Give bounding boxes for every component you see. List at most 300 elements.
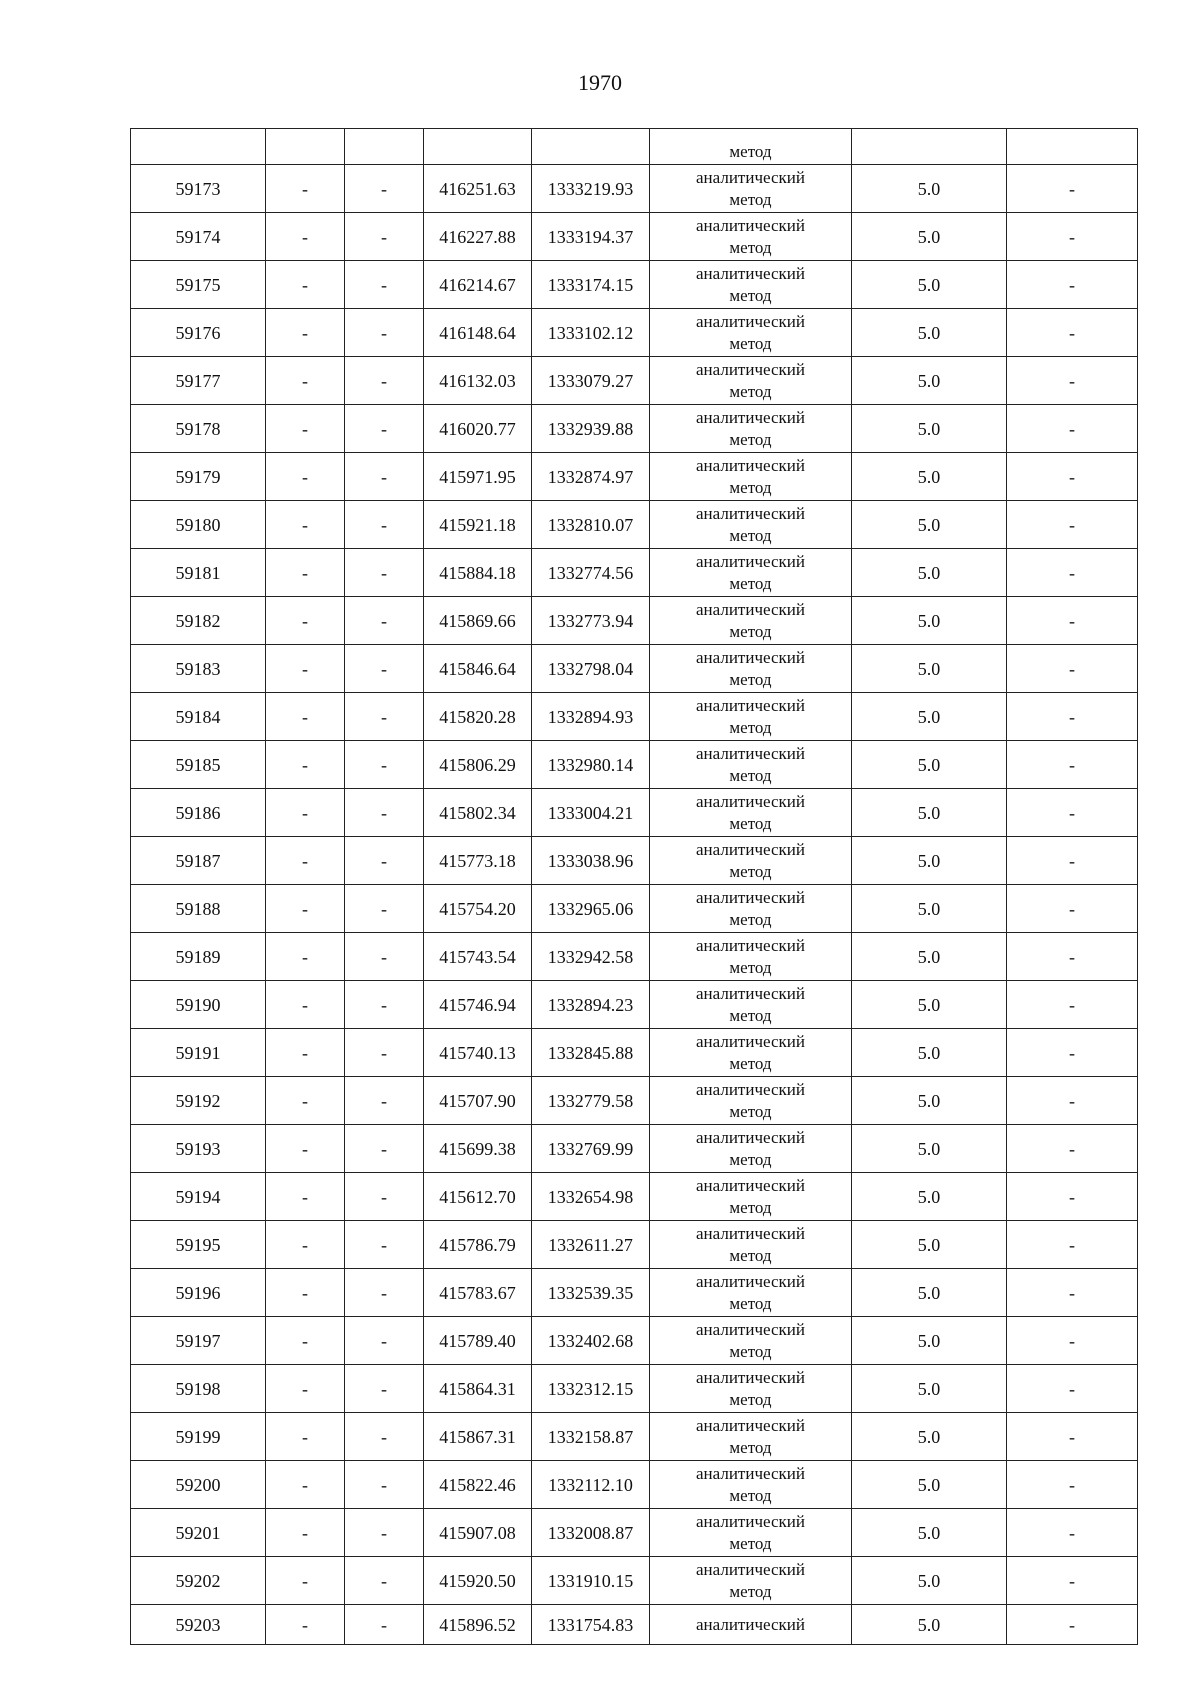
table-row [131, 1173, 1138, 1221]
cell-accuracy: 5.0 [852, 1125, 1007, 1173]
cell-col3: - [345, 1365, 424, 1413]
cell-y: 1331910.15 [532, 1557, 650, 1605]
cell-y: 1332874.97 [532, 453, 650, 501]
method-line-2: метод [729, 861, 772, 881]
cell-x: 415740.13 [424, 1029, 532, 1077]
table-row [131, 1461, 1138, 1509]
cell-number: 59200 [131, 1461, 266, 1509]
method-line-2: метод [729, 1101, 772, 1121]
cell-accuracy: 5.0 [852, 1557, 1007, 1605]
method-line-1: аналитический [696, 1031, 805, 1051]
cell-note: - [1007, 501, 1138, 549]
cell-col3: - [345, 885, 424, 933]
cell-x: 415786.79 [424, 1221, 532, 1269]
cell-col3: - [345, 1173, 424, 1221]
cell-x: 415864.31 [424, 1365, 532, 1413]
method-line-1: аналитический [696, 455, 805, 475]
method-line-1: аналитический [696, 167, 805, 187]
cell-col2: - [266, 165, 345, 213]
method-line-1: аналитический [696, 695, 805, 715]
cell-number: 59182 [131, 597, 266, 645]
cell-col2: - [266, 597, 345, 645]
cell-accuracy: 5.0 [852, 1509, 1007, 1557]
cell-col2: - [266, 1125, 345, 1173]
table-row [131, 357, 1138, 405]
method-line-2: метод [729, 525, 772, 545]
cell-x: 415802.34 [424, 789, 532, 837]
cell-method [650, 405, 852, 453]
cell-note: - [1007, 933, 1138, 981]
cell-note: - [1007, 357, 1138, 405]
cell-number: 59194 [131, 1173, 266, 1221]
method-line-1: аналитический [696, 1614, 805, 1634]
cell-y: 1331754.83 [532, 1605, 650, 1645]
cell-x: 415746.94 [424, 981, 532, 1029]
cell-note: - [1007, 693, 1138, 741]
table-row [131, 741, 1138, 789]
cell-number: 59199 [131, 1413, 266, 1461]
table-row [131, 213, 1138, 261]
cell-note: - [1007, 1125, 1138, 1173]
cell-x: 415867.31 [424, 1413, 532, 1461]
cell-method [650, 261, 852, 309]
cell-note: - [1007, 1077, 1138, 1125]
cell-accuracy: 5.0 [852, 981, 1007, 1029]
cell-method [650, 165, 852, 213]
table-row [131, 165, 1138, 213]
method-line-2: метод [729, 1437, 772, 1457]
method-line-2: метод [729, 189, 772, 209]
cell-col2: - [266, 1077, 345, 1125]
table-row [131, 1509, 1138, 1557]
cell-note: - [1007, 165, 1138, 213]
cell-method [650, 837, 852, 885]
cell-col2: - [266, 885, 345, 933]
cell-col2: - [266, 1221, 345, 1269]
cell-col2: - [266, 645, 345, 693]
table-row [131, 1317, 1138, 1365]
cell-number [131, 129, 266, 165]
cell-note: - [1007, 405, 1138, 453]
cell-method [650, 1125, 852, 1173]
cell-y: 1332894.93 [532, 693, 650, 741]
cell-x: 416020.77 [424, 405, 532, 453]
cell-col3: - [345, 1125, 424, 1173]
method-line-2: метод [729, 429, 772, 449]
cell-col2: - [266, 357, 345, 405]
cell-number: 59202 [131, 1557, 266, 1605]
cell-col2: - [266, 501, 345, 549]
method-line-1: аналитический [696, 1559, 805, 1579]
cell-method [650, 1509, 852, 1557]
cell-x: 415754.20 [424, 885, 532, 933]
cell-number: 59181 [131, 549, 266, 597]
table-row [131, 309, 1138, 357]
cell-accuracy [852, 129, 1007, 165]
cell-col2: - [266, 453, 345, 501]
cell-x: 415820.28 [424, 693, 532, 741]
cell-y: 1332773.94 [532, 597, 650, 645]
cell-x: 415822.46 [424, 1461, 532, 1509]
cell-method [650, 501, 852, 549]
cell-method [650, 1173, 852, 1221]
cell-accuracy: 5.0 [852, 165, 1007, 213]
cell-col3: - [345, 309, 424, 357]
cell-number: 59198 [131, 1365, 266, 1413]
cell-x: 415884.18 [424, 549, 532, 597]
table-row [131, 1605, 1138, 1645]
cell-col2: - [266, 1461, 345, 1509]
cell-number: 59201 [131, 1509, 266, 1557]
cell-x [424, 129, 532, 165]
method-line-2: метод [729, 669, 772, 689]
cell-y: 1332980.14 [532, 741, 650, 789]
cell-x: 415896.52 [424, 1605, 532, 1645]
cell-x: 416148.64 [424, 309, 532, 357]
table-row [131, 549, 1138, 597]
table-row [131, 261, 1138, 309]
cell-number: 59192 [131, 1077, 266, 1125]
method-line-1: аналитический [696, 263, 805, 283]
method-line-1: аналитический [696, 551, 805, 571]
cell-note: - [1007, 1509, 1138, 1557]
cell-method [650, 885, 852, 933]
cell-y: 1332769.99 [532, 1125, 650, 1173]
table-row [131, 1269, 1138, 1317]
cell-col2: - [266, 261, 345, 309]
cell-col2: - [266, 213, 345, 261]
cell-y: 1332845.88 [532, 1029, 650, 1077]
cell-y: 1332779.58 [532, 1077, 650, 1125]
cell-y: 1332158.87 [532, 1413, 650, 1461]
method-line-2: метод [729, 1245, 772, 1265]
cell-col2: - [266, 933, 345, 981]
method-line-2: метод [729, 621, 772, 641]
cell-note: - [1007, 1221, 1138, 1269]
cell-col3: - [345, 261, 424, 309]
cell-col3: - [345, 501, 424, 549]
cell-y: 1332894.23 [532, 981, 650, 1029]
cell-y: 1333079.27 [532, 357, 650, 405]
cell-x: 416214.67 [424, 261, 532, 309]
cell-note: - [1007, 645, 1138, 693]
cell-note: - [1007, 1029, 1138, 1077]
cell-note: - [1007, 1317, 1138, 1365]
table-row [131, 1125, 1138, 1173]
method-line-2: метод [729, 1197, 772, 1217]
method-line-2: метод [729, 142, 772, 161]
table-row [131, 933, 1138, 981]
cell-accuracy: 5.0 [852, 741, 1007, 789]
cell-y: 1333194.37 [532, 213, 650, 261]
cell-note: - [1007, 1461, 1138, 1509]
coordinates-table [130, 128, 1138, 1645]
cell-col3: - [345, 1317, 424, 1365]
cell-method [650, 933, 852, 981]
cell-accuracy: 5.0 [852, 693, 1007, 741]
cell-col3: - [345, 1413, 424, 1461]
cell-x: 415743.54 [424, 933, 532, 981]
method-line-2: метод [729, 813, 772, 833]
cell-y: 1332611.27 [532, 1221, 650, 1269]
cell-accuracy: 5.0 [852, 501, 1007, 549]
cell-y [532, 129, 650, 165]
cell-method [650, 1461, 852, 1509]
table-row [131, 405, 1138, 453]
cell-y: 1332654.98 [532, 1173, 650, 1221]
method-line-2: метод [729, 333, 772, 353]
cell-accuracy: 5.0 [852, 1605, 1007, 1645]
cell-col3: - [345, 1509, 424, 1557]
cell-x: 415783.67 [424, 1269, 532, 1317]
cell-y: 1332774.56 [532, 549, 650, 597]
cell-accuracy: 5.0 [852, 645, 1007, 693]
cell-number: 59190 [131, 981, 266, 1029]
table-row [131, 981, 1138, 1029]
cell-note: - [1007, 1365, 1138, 1413]
table-row [131, 1557, 1138, 1605]
cell-col2: - [266, 981, 345, 1029]
cell-method [650, 213, 852, 261]
cell-number: 59187 [131, 837, 266, 885]
cell-col2: - [266, 837, 345, 885]
cell-col3: - [345, 453, 424, 501]
cell-number: 59191 [131, 1029, 266, 1077]
cell-col3: - [345, 1605, 424, 1645]
table-row [131, 1029, 1138, 1077]
cell-number: 59203 [131, 1605, 266, 1645]
cell-accuracy: 5.0 [852, 597, 1007, 645]
cell-method [650, 597, 852, 645]
cell-col3: - [345, 1461, 424, 1509]
cell-number: 59185 [131, 741, 266, 789]
cell-number: 59193 [131, 1125, 266, 1173]
cell-y: 1333038.96 [532, 837, 650, 885]
method-line-1: аналитический [696, 407, 805, 427]
method-line-2: метод [729, 1581, 772, 1601]
cell-accuracy: 5.0 [852, 549, 1007, 597]
cell-y: 1332312.15 [532, 1365, 650, 1413]
cell-note [1007, 129, 1138, 165]
table-row [131, 885, 1138, 933]
cell-x: 415699.38 [424, 1125, 532, 1173]
cell-x: 415971.95 [424, 453, 532, 501]
cell-method [650, 1413, 852, 1461]
method-line-1: аналитический [696, 791, 805, 811]
method-line-2: метод [729, 1485, 772, 1505]
method-line-1: аналитический [696, 1271, 805, 1291]
cell-note: - [1007, 309, 1138, 357]
cell-x: 415806.29 [424, 741, 532, 789]
cell-number: 59197 [131, 1317, 266, 1365]
cell-x: 415907.08 [424, 1509, 532, 1557]
method-line-1: аналитический [696, 1415, 805, 1435]
cell-number: 59196 [131, 1269, 266, 1317]
method-line-2: метод [729, 285, 772, 305]
method-line-1: аналитический [696, 839, 805, 859]
cell-accuracy: 5.0 [852, 1317, 1007, 1365]
table-row [131, 693, 1138, 741]
cell-x: 416227.88 [424, 213, 532, 261]
cell-accuracy: 5.0 [852, 837, 1007, 885]
method-line-2: метод [729, 1005, 772, 1025]
table-row [131, 453, 1138, 501]
cell-note: - [1007, 1557, 1138, 1605]
cell-x: 415612.70 [424, 1173, 532, 1221]
cell-accuracy: 5.0 [852, 405, 1007, 453]
table-row [131, 1413, 1138, 1461]
method-line-2: метод [729, 909, 772, 929]
cell-note: - [1007, 1605, 1138, 1645]
cell-accuracy: 5.0 [852, 453, 1007, 501]
cell-note: - [1007, 1173, 1138, 1221]
method-line-2: метод [729, 765, 772, 785]
cell-method [650, 1365, 852, 1413]
cell-note: - [1007, 789, 1138, 837]
method-line-1: аналитический [696, 503, 805, 523]
method-line-1: аналитический [696, 1223, 805, 1243]
method-line-1: аналитический [696, 1127, 805, 1147]
cell-col3: - [345, 933, 424, 981]
method-line-1: аналитический [696, 1175, 805, 1195]
cell-col2: - [266, 405, 345, 453]
cell-number: 59177 [131, 357, 266, 405]
method-line-1: аналитический [696, 935, 805, 955]
cell-accuracy: 5.0 [852, 1413, 1007, 1461]
table-row [131, 501, 1138, 549]
cell-x: 415846.64 [424, 645, 532, 693]
cell-col3: - [345, 837, 424, 885]
cell-number: 59173 [131, 165, 266, 213]
cell-accuracy: 5.0 [852, 1365, 1007, 1413]
table-row [131, 1221, 1138, 1269]
cell-note: - [1007, 741, 1138, 789]
cell-method [650, 1077, 852, 1125]
cell-col3: - [345, 357, 424, 405]
cell-accuracy: 5.0 [852, 309, 1007, 357]
method-line-1: аналитический [696, 359, 805, 379]
cell-y: 1332798.04 [532, 645, 650, 693]
cell-col2: - [266, 309, 345, 357]
cell-y: 1332112.10 [532, 1461, 650, 1509]
method-line-1: аналитический [696, 1463, 805, 1483]
cell-method [650, 1029, 852, 1077]
cell-number: 59179 [131, 453, 266, 501]
cell-x: 415920.50 [424, 1557, 532, 1605]
table-row [131, 789, 1138, 837]
cell-col2: - [266, 693, 345, 741]
cell-y: 1332965.06 [532, 885, 650, 933]
cell-col3: - [345, 549, 424, 597]
cell-accuracy: 5.0 [852, 885, 1007, 933]
cell-accuracy: 5.0 [852, 357, 1007, 405]
cell-number: 59178 [131, 405, 266, 453]
cell-accuracy: 5.0 [852, 1461, 1007, 1509]
page-number: 1970 [578, 70, 622, 95]
cell-col2: - [266, 549, 345, 597]
method-line-2: метод [729, 1389, 772, 1409]
method-line-1: аналитический [696, 1511, 805, 1531]
method-line-2: метод [729, 237, 772, 257]
cell-method [650, 129, 852, 165]
cell-col2: - [266, 1029, 345, 1077]
cell-col3: - [345, 597, 424, 645]
cell-y: 1333004.21 [532, 789, 650, 837]
method-line-1: аналитический [696, 743, 805, 763]
cell-accuracy: 5.0 [852, 1173, 1007, 1221]
cell-method [650, 741, 852, 789]
cell-accuracy: 5.0 [852, 1077, 1007, 1125]
cell-x: 415869.66 [424, 597, 532, 645]
cell-y: 1332402.68 [532, 1317, 650, 1365]
method-line-1: аналитический [696, 983, 805, 1003]
cell-col3: - [345, 1557, 424, 1605]
cell-accuracy: 5.0 [852, 1269, 1007, 1317]
method-line-1: аналитический [696, 1319, 805, 1339]
method-line-2: метод [729, 717, 772, 737]
cell-method [650, 1269, 852, 1317]
cell-number: 59176 [131, 309, 266, 357]
method-line-1: аналитический [696, 647, 805, 667]
cell-y: 1333102.12 [532, 309, 650, 357]
cell-col2: - [266, 1413, 345, 1461]
cell-col2: - [266, 1173, 345, 1221]
table-row [131, 597, 1138, 645]
table-row [131, 1365, 1138, 1413]
cell-col3: - [345, 789, 424, 837]
cell-col3: - [345, 741, 424, 789]
cell-col2: - [266, 741, 345, 789]
cell-col3 [345, 129, 424, 165]
cell-accuracy: 5.0 [852, 261, 1007, 309]
method-line-2: метод [729, 477, 772, 497]
cell-x: 415707.90 [424, 1077, 532, 1125]
cell-y: 1332539.35 [532, 1269, 650, 1317]
cell-x: 416251.63 [424, 165, 532, 213]
cell-method [650, 357, 852, 405]
cell-number: 59180 [131, 501, 266, 549]
method-line-2: метод [729, 381, 772, 401]
cell-y: 1333174.15 [532, 261, 650, 309]
cell-number: 59184 [131, 693, 266, 741]
cell-note: - [1007, 549, 1138, 597]
cell-col3: - [345, 1077, 424, 1125]
cell-note: - [1007, 981, 1138, 1029]
cell-col3: - [345, 405, 424, 453]
cell-method [650, 549, 852, 597]
cell-x: 415773.18 [424, 837, 532, 885]
cell-number: 59183 [131, 645, 266, 693]
cell-method [650, 309, 852, 357]
method-line-2: метод [729, 1149, 772, 1169]
method-line-2: метод [729, 1533, 772, 1553]
cell-x: 415921.18 [424, 501, 532, 549]
cell-col3: - [345, 1221, 424, 1269]
cell-method [650, 1605, 852, 1645]
method-line-2: метод [729, 1293, 772, 1313]
cell-col2: - [266, 1365, 345, 1413]
cell-accuracy: 5.0 [852, 933, 1007, 981]
cell-method [650, 453, 852, 501]
cell-number: 59186 [131, 789, 266, 837]
cell-note: - [1007, 213, 1138, 261]
cell-col3: - [345, 213, 424, 261]
cell-col2: - [266, 1317, 345, 1365]
cell-col2 [266, 129, 345, 165]
cell-method [650, 1317, 852, 1365]
cell-number: 59195 [131, 1221, 266, 1269]
table-row [131, 837, 1138, 885]
